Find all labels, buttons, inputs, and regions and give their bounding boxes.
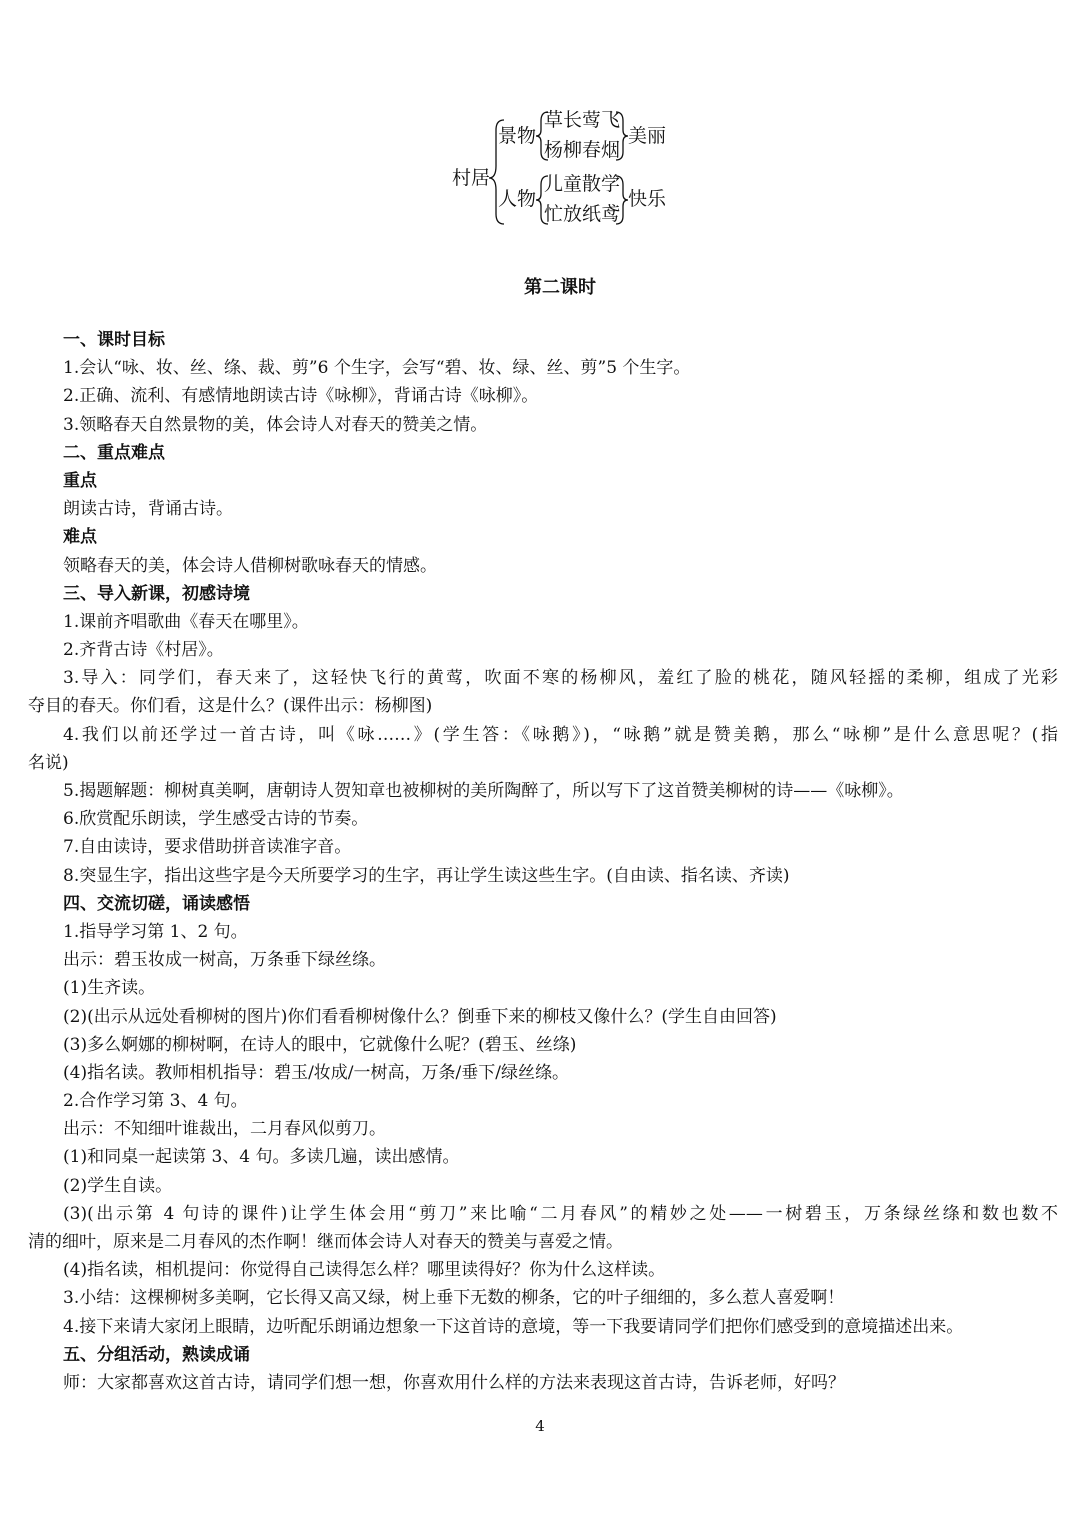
- section-heading: 二、重点难点: [63, 442, 165, 463]
- paragraph-line: (4)指名读。教师相机指导：碧玉/妆成/一树高，万条/垂下/绿丝绦。: [63, 1062, 569, 1083]
- paragraph-line: (3)多么婀娜的柳树啊，在诗人的眼中，它就像什么呢？(碧玉、丝绦): [63, 1034, 577, 1055]
- section-heading: 四、交流切磋，诵读感悟: [63, 893, 250, 914]
- paragraph-line: 5.揭题解题：柳树真美啊，唐朝诗人贺知章也被柳树的美所陶醉了，所以写下了这首赞美柳树的诗——《咏柳》。: [63, 781, 904, 801]
- lesson-title: 第二课时: [524, 277, 596, 298]
- paragraph-line: 出示：不知细叶谁裁出，二月春风似剪刀。: [63, 1119, 386, 1140]
- paragraph-line: 1.课前齐唱歌曲《春天在哪里》。: [63, 611, 309, 632]
- paragraph-line: 领略春天的美，体会诗人借柳树歌咏春天的情感。: [63, 555, 437, 576]
- diagram-root: 村居: [452, 167, 491, 189]
- paragraph-line: 名说): [28, 752, 69, 773]
- diagram-group-label: 人物: [498, 188, 537, 210]
- paragraph-line: (3)(出示第 4 句诗的课件)让学生体会用“剪刀”来比喻“二月春风”的精妙之处——一树碧玉，万条绿丝绦和数也数不: [63, 1203, 1058, 1224]
- paragraph-line: 4.接下来请大家闭上眼睛，边听配乐朗诵边想象一下这首诗的意境，等一下我要请同学们把你们感受到的意境描述出来。: [63, 1316, 964, 1337]
- paragraph-line: 3.小结：这棵柳树多美啊，它长得又高又绿，树上垂下无数的柳条，它的叶子细细的，多么惹人喜爱啊！: [63, 1288, 845, 1309]
- paragraph-line: 2.正确、流利、有感情地朗读古诗《咏柳》，背诵古诗《咏柳》。: [63, 386, 539, 407]
- paragraph-line: 清的细叶，原来是二月春风的杰作啊！继而体会诗人对春天的赞美与喜爱之情。: [28, 1232, 623, 1252]
- paragraph-line: 2.合作学习第 3、4 句。: [63, 1091, 248, 1112]
- paragraph-line: 3.领略春天自然景物的美，体会诗人对春天的赞美之情。: [63, 414, 488, 435]
- section-heading: 一、课时目标: [63, 330, 165, 350]
- section-heading: 五、分组活动，熟读成诵: [63, 1344, 250, 1365]
- paragraph-line: 1.会认“咏、妆、丝、绦、裁、剪”6 个生字，会写“碧、妆、绿、丝、剪”5 个生字。: [63, 358, 691, 379]
- diagram-result: 快乐: [628, 188, 667, 210]
- paragraph-line: 夺目的春天。你们看，这是什么？(课件出示：杨柳图): [28, 696, 433, 717]
- paragraph-line: 6.欣赏配乐朗读，学生感受古诗的节奏。: [63, 809, 369, 830]
- paragraph-line: (2)学生自读。: [63, 1175, 173, 1196]
- paragraph-line: 师：大家都喜欢这首古诗，请同学们想一想，你喜欢用什么样的方法来表现这首古诗，告诉老师，好吗？: [63, 1372, 845, 1393]
- paragraph-line: 出示：碧玉妆成一树高，万条垂下绿丝绦。: [63, 950, 386, 971]
- section-heading: 三、导入新课，初感诗境: [63, 583, 250, 604]
- paragraph-line: 1.指导学习第 1、2 句。: [63, 921, 248, 942]
- paragraph-line: 2.齐背古诗《村居》。: [63, 640, 224, 661]
- paragraph-line: (4)指名读，相机提问：你觉得自己读得怎么样？哪里读得好？你为什么这样读。: [63, 1260, 666, 1281]
- lesson-content: [28, 326, 1058, 1397]
- paragraph-line: 3.导入：同学们，春天来了，这轻快飞行的黄莺，吹面不寒的杨柳风，羞红了脸的桃花，随风轻摇的柔柳，组成了光彩: [63, 668, 1058, 689]
- subsection-heading: 难点: [63, 527, 97, 548]
- diagram-item: 草长莺飞: [544, 109, 621, 131]
- diagram-item: 儿童散学: [544, 173, 621, 195]
- paragraph-line: (2)(出示从远处看柳树的图片)你们看看柳树像什么？倒垂下来的柳枝又像什么？(学生自由回答): [63, 1006, 777, 1027]
- structure-diagram: [440, 100, 700, 240]
- page-number: 4: [535, 1417, 545, 1435]
- paragraph-line: 7.自由读诗，要求借助拼音读准字音。: [63, 837, 352, 858]
- diagram-group-label: 景物: [498, 125, 537, 147]
- paragraph-line: (1)生齐读。: [63, 978, 156, 999]
- diagram-item: 杨柳春烟: [544, 139, 621, 161]
- diagram-item: 忙放纸鸢: [544, 203, 621, 225]
- diagram-result: 美丽: [628, 125, 667, 147]
- paragraph-line: 朗读古诗，背诵古诗。: [63, 499, 233, 520]
- paragraph-line: (1)和同桌一起读第 3、4 句。多读几遍，读出感情。: [63, 1147, 460, 1168]
- subsection-heading: 重点: [63, 470, 97, 491]
- paragraph-line: 4.我们以前还学过一首古诗，叫《咏……》(学生答：《咏鹅》)，“咏鹅”就是赞美鹅，那么“咏柳”是什么意思呢？(指: [63, 724, 1058, 745]
- paragraph-line: 8.突显生字，指出这些字是今天所要学习的生字，再让学生读这些生字。(自由读、指名读、齐读): [63, 865, 790, 886]
